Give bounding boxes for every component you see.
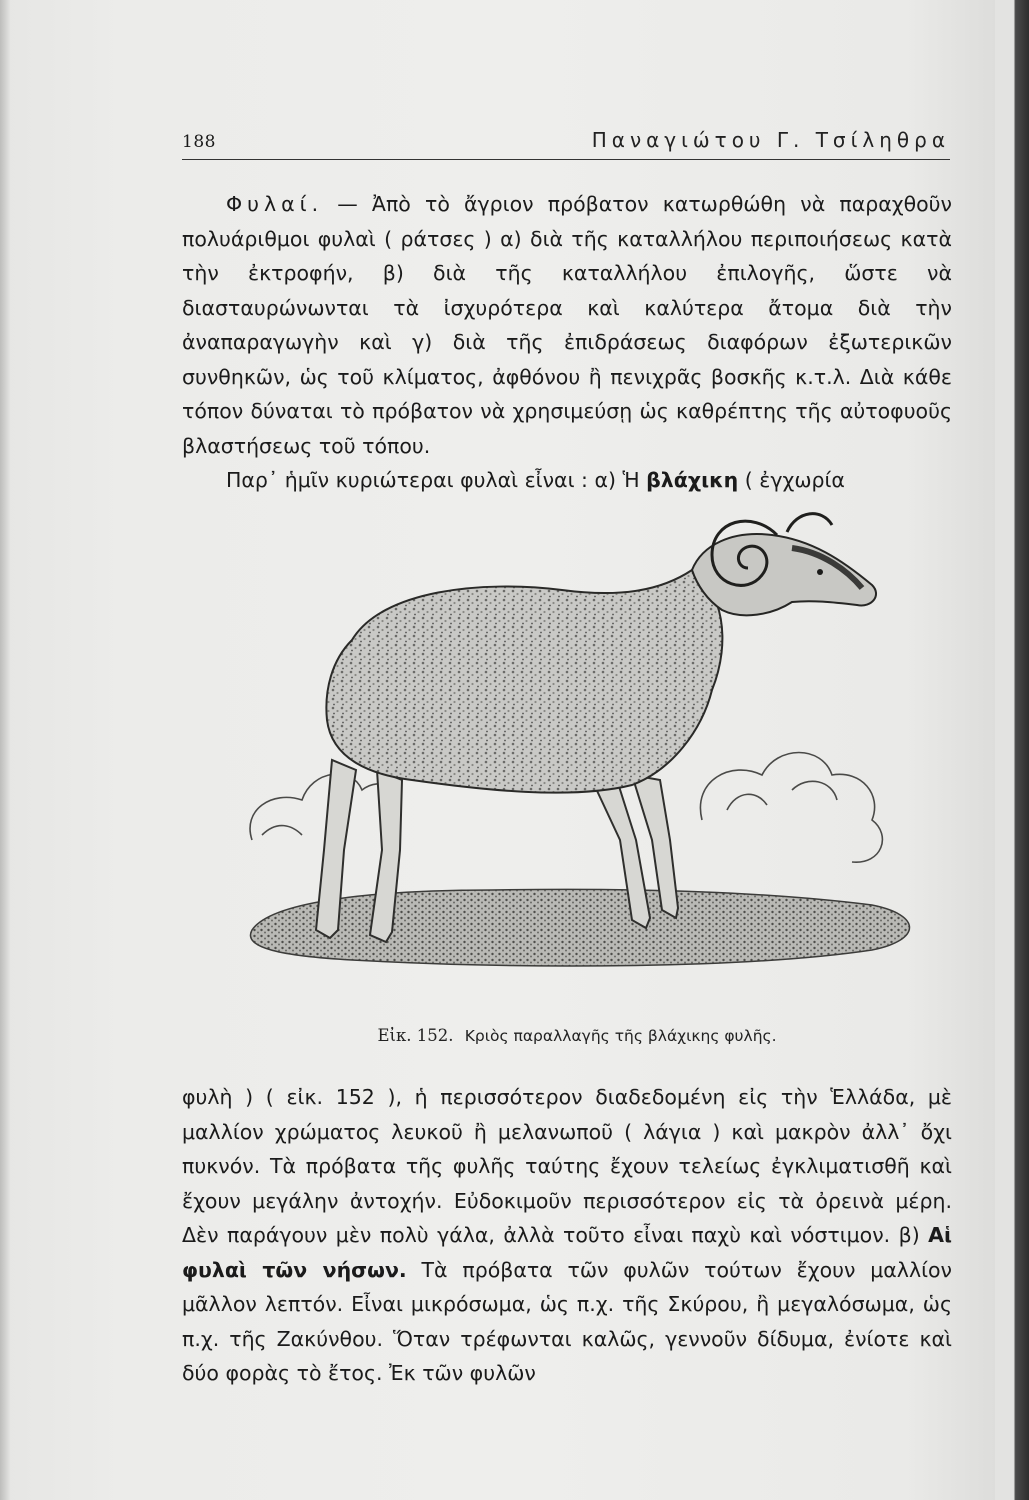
- breed-name-vlachiki: βλάχικη: [646, 468, 739, 492]
- page-number: 188: [182, 132, 216, 152]
- ram-body: [326, 570, 722, 793]
- paragraph-text: Παρ᾽ ἡμῖν κυριώτεραι φυλαὶ εἶναι : α) Ἡ: [226, 468, 647, 492]
- page-right-edge: [995, 0, 1029, 1500]
- page-header: [182, 122, 950, 160]
- running-head: Παναγιώτου Γ. Τσίληθρα: [591, 128, 950, 152]
- paragraph-text: — Ἀπὸ τὸ ἄγριον πρόβατον κατωρθώθη νὰ παραχθοῦν πολυάριθμοι φυλαὶ ( ράτσες ) α) διὰ τῆς καταλλήλου περιποιήσεως κατὰ τὴν ἐκτροφήν, β) διὰ τῆς καταλλήλου ἐπιλογῆς, ὥστε νὰ διασταυρώνωνται τὰ ἰσχυρότερα καὶ καλύτερα ἄτομα διὰ τὴν ἀναπαραγωγὴν καὶ γ) διὰ τῆς ἐπιδράσεως διαφόρων ἐξωτερικῶν συνθηκῶν, ὡς τοῦ κλίματος, ἀφθόνου ἢ πενιχρᾶς βοσκῆς κ.τ.λ. Διὰ κάθε τόπον δύναται τὸ πρόβατον νὰ χρησιμεύσῃ ὡς καθρέπτης τῆς αὐτοφυοῦς βλαστήσεως τοῦ τόπου.: [182, 192, 952, 458]
- paragraph-text: ( ἐγχωρία: [738, 468, 845, 492]
- paragraph-breed-description: [182, 1080, 952, 1391]
- paragraph-text: Τὰ πρόβατα τῶν φυλῶν τούτων ἔχουν μαλλίον μᾶλλον λεπτόν. Εἶναι μικρόσωμα, ὡς π.χ. τῆς Σκύρου, ἢ μεγαλόσωμα, ὡς π.χ. τῆς Ζακύνθου. Ὅταν τρέφωνται καλῶς, γεννοῦν δίδυμα, ἐνίοτε καὶ δύο φορὰς τὸ ἔτος. Ἐκ τῶν φυλῶν: [182, 1257, 953, 1385]
- paragraph-text: φυλὴ ) ( εἰκ. 152 ), ἡ περισσότερον διαδεδομένη εἰς τὴν Ἑλλάδα, μὲ μαλλίον χρώματος λευκοῦ ἢ μελανωποῦ ( λάγια ) καὶ μακρὸν ἀλλ᾽ ὄχι πυκνόν. Τὰ πρόβατα τῆς φυλῆς ταύτης ἔχουν τελείως ἐγκλιματισθῆ καὶ ἔχουν μεγάλην ἀντοχήν. Εὐδοκιμοῦν περισσότερον εἰς τὰ ὀρεινὰ μέρη. Δὲν παράγουν μὲν πολὺ γάλα, ἀλλὰ τοῦτο εἶναι παχὺ καὶ νόστιμον. β): [182, 1085, 952, 1247]
- ram-engraving: [232, 490, 922, 1010]
- figure-caption-text: Κριὸς παραλλαγῆς τῆς βλάχικης φυλῆς.: [464, 1027, 777, 1045]
- ram-illustration: [232, 490, 922, 1010]
- figure-caption: [232, 1026, 922, 1045]
- section-title: Φυλαί.: [226, 192, 324, 216]
- upper-text-block: [182, 187, 952, 498]
- figure-label: Εἰκ. 152.: [377, 1026, 454, 1045]
- paragraph-breeds-intro: [182, 187, 952, 463]
- page-left-edge: [0, 0, 10, 1500]
- ground-patch: [250, 889, 909, 966]
- lower-text-block: [182, 1080, 952, 1391]
- header-rule: [182, 159, 950, 160]
- breed-name-island: Αἱ φυλαὶ τῶν νήσων.: [182, 1223, 952, 1282]
